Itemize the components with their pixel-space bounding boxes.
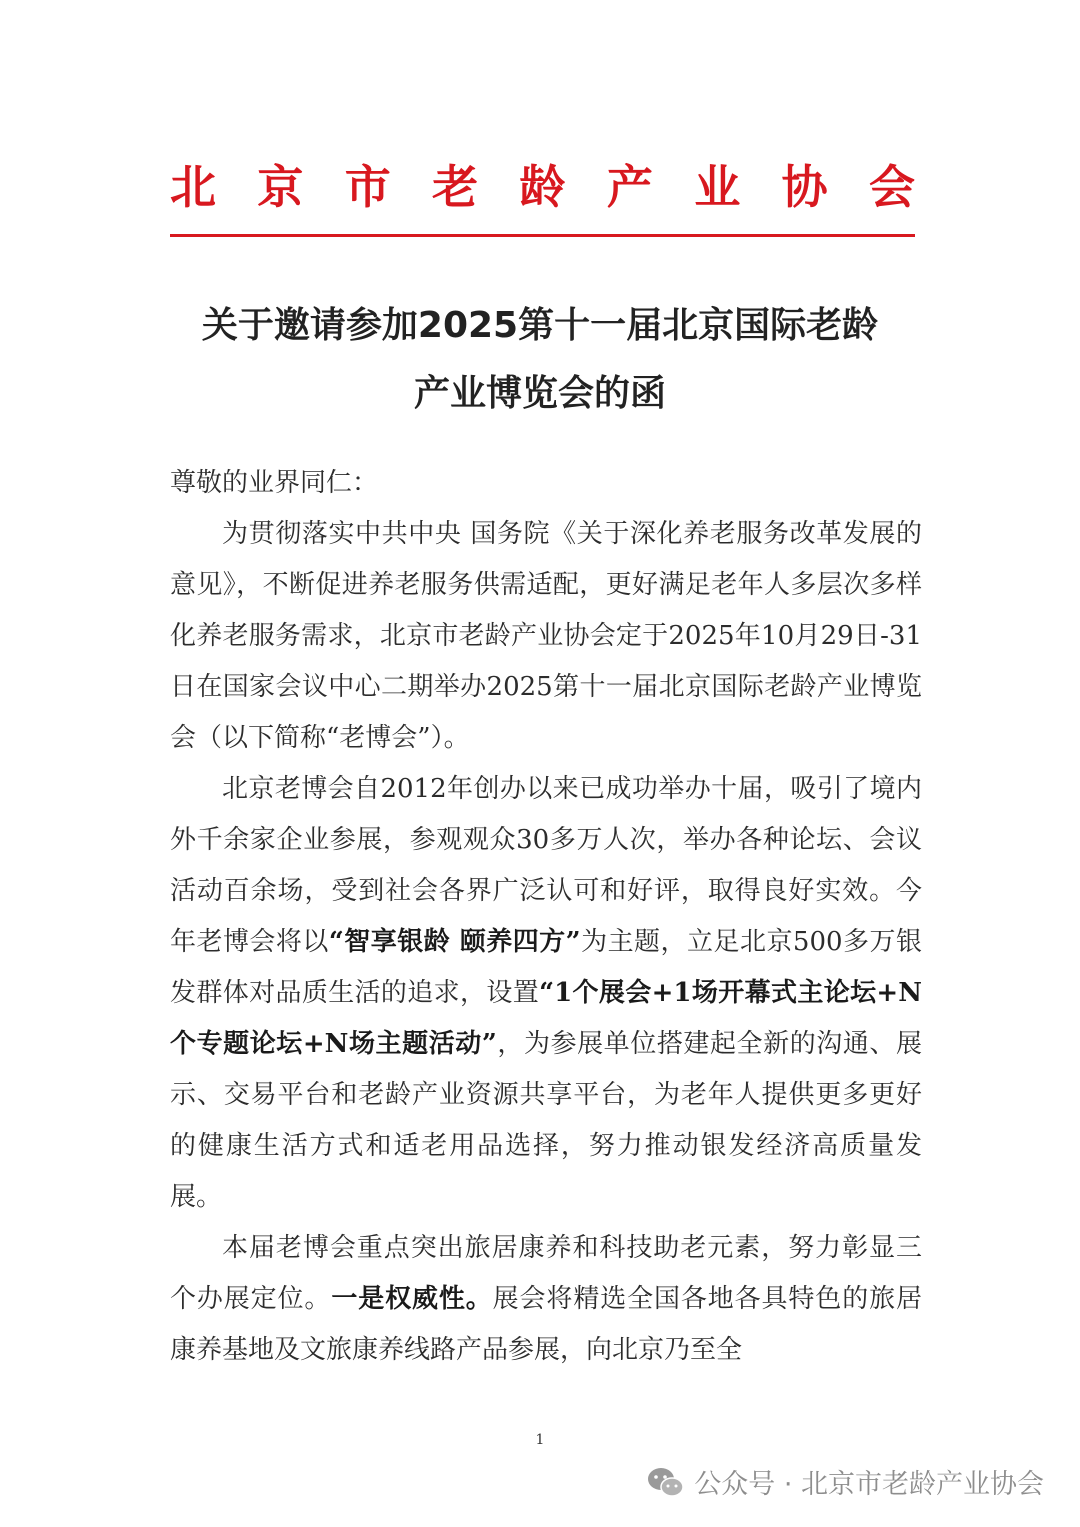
paragraph-1: 为贯彻落实中共中央 国务院《关于深化养老服务改革发展的意见》，不断促进养老服务供需适配，更好满足老年人多层次多样化养老服务需求，北京市老龄产业协会定于2025年10月29日-31日在国家会议中心二期举办2025第十一届北京国际老龄产业博览会（以下简称“老博会”）。: [170, 519, 922, 753]
letterhead-char: 会: [869, 160, 915, 214]
salutation: 尊敬的业界同仁：: [170, 468, 379, 498]
letterhead-char: 协: [781, 160, 828, 214]
paragraph-3: [170, 1223, 922, 1376]
paragraph-3-text-a: 本届老博会重点突出旅居康养和科技助老元素，努力彰显三个办展定位。: [170, 1233, 922, 1314]
letterhead-char: 北: [170, 160, 216, 214]
letterhead-char: 老: [432, 160, 479, 214]
paragraph-3-text-b: 展会将精选全国各地各具特色的旅居康养基地及文旅康养线路产品参展，向北京乃至全: [170, 1284, 922, 1365]
paragraph-2: [170, 764, 922, 1223]
letterhead-char: 京: [257, 160, 304, 214]
letterhead-char: 龄: [519, 160, 566, 214]
exhibition-theme: “智享银龄 颐养四方”: [328, 927, 581, 957]
letterhead-char: 业: [694, 160, 741, 214]
positioning-point-1: 一是权威性。: [331, 1284, 493, 1314]
paragraph-2-text-a: 北京老博会自2012年创办以来已成功举办十届，吸引了境内外千余家企业参展，参观观众30多万人次，举办各种论坛、会议活动百余场，受到社会各界广泛认可和好评，取得良好实效。今年老博会将以: [170, 774, 922, 957]
title-line-1: 关于邀请参加2025第十一届北京国际老龄: [201, 305, 879, 346]
page-number: 1: [535, 1432, 545, 1448]
exhibition-format: “1个展会+1场开幕式主论坛+N个专题论坛+N场主题活动”: [170, 978, 922, 1059]
letter-body: [170, 458, 922, 1376]
document-title: [150, 292, 930, 428]
organization-letterhead: [170, 150, 915, 218]
wechat-watermark: [646, 1462, 1044, 1501]
watermark-text: 公众号 · 北京市老龄产业协会: [694, 1469, 1044, 1500]
wechat-icon: [646, 1466, 684, 1498]
letterhead-char: 市: [344, 160, 391, 214]
paragraph-2-text-b: 为主题，立足北京500多万银发群体对品质生活的追求，设置: [170, 927, 922, 1008]
letterhead-divider: [170, 234, 915, 237]
paragraph-2-text-c: ，为参展单位搭建起全新的沟通、展示、交易平台和老龄产业资源共享平台，为老年人提供更多更好的健康生活方式和适老用品选择，努力推动银发经济高质量发展。: [170, 1029, 922, 1212]
title-line-2: 产业博览会的函: [413, 373, 666, 414]
letterhead-char: 产: [606, 160, 653, 214]
